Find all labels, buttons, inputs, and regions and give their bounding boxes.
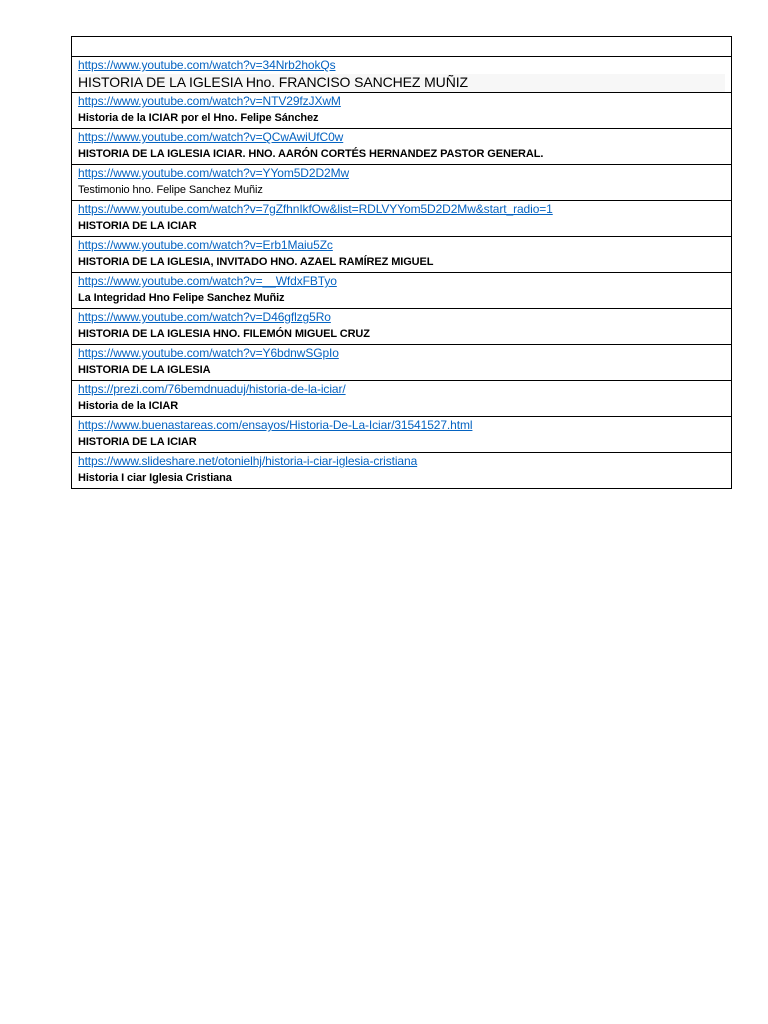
entry-title: La Integridad Hno Felipe Sanchez Muñiz bbox=[78, 292, 285, 304]
entry-title: HISTORIA DE LA ICIAR bbox=[78, 220, 197, 232]
entry-title: Historia I ciar Iglesia Cristiana bbox=[78, 472, 232, 484]
links-table bbox=[71, 36, 732, 489]
web-link[interactable]: https://www.buenastareas.com/ensayos/Historia-De-La-Iciar/31541527.html bbox=[78, 418, 473, 432]
table-row bbox=[72, 129, 731, 165]
entry-title: HISTORIA DE LA ICIAR bbox=[78, 436, 197, 448]
table-row bbox=[72, 201, 731, 237]
entry-title: HISTORIA DE LA IGLESIA bbox=[78, 364, 211, 376]
entry-title: HISTORIA DE LA IGLESIA ICIAR. HNO. AARÓN CORTÉS HERNANDEZ PASTOR GENERAL. bbox=[78, 148, 544, 160]
table-row bbox=[72, 345, 731, 381]
table-row bbox=[72, 309, 731, 345]
video-link[interactable]: https://www.youtube.com/watch?v=NTV29fzJXwM bbox=[78, 94, 341, 108]
video-link[interactable]: https://www.youtube.com/watch?v=YYom5D2D2Mw bbox=[78, 166, 350, 180]
entry-title: Testimonio hno. Felipe Sanchez Muñiz bbox=[78, 184, 263, 196]
table-row bbox=[72, 417, 731, 453]
table-row bbox=[72, 165, 731, 201]
empty-header-row bbox=[72, 37, 731, 57]
table-row bbox=[72, 237, 731, 273]
entry-title: Historia de la ICIAR por el Hno. Felipe Sánchez bbox=[78, 112, 319, 124]
table-row bbox=[72, 93, 731, 129]
entry-title: HISTORIA DE LA IGLESIA, INVITADO HNO. AZAEL RAMÍREZ MIGUEL bbox=[78, 256, 434, 268]
video-link[interactable]: https://www.youtube.com/watch?v=34Nrb2hokQs bbox=[78, 58, 336, 72]
web-link[interactable]: https://prezi.com/76bemdnuaduj/historia-de-la-iciar/ bbox=[78, 382, 346, 396]
entry-title: Historia de la ICIAR bbox=[78, 400, 179, 412]
video-link[interactable]: https://www.youtube.com/watch?v=7gZfhnIkfOw&list=RDLVYYom5D2D2Mw&start_radio=1 bbox=[78, 202, 553, 216]
table-row bbox=[72, 57, 731, 93]
web-link[interactable]: https://www.slideshare.net/otonielhj/historia-i-ciar-iglesia-cristiana bbox=[78, 454, 418, 468]
table-row bbox=[72, 453, 731, 488]
table-row bbox=[72, 381, 731, 417]
video-link[interactable]: https://www.youtube.com/watch?v=__WfdxFBTyo bbox=[78, 274, 337, 288]
entry-title: HISTORIA DE LA IGLESIA HNO. FILEMÓN MIGUEL CRUZ bbox=[78, 328, 370, 340]
entry-title: HISTORIA DE LA IGLESIA Hno. FRANCISO SANCHEZ MUÑIZ bbox=[78, 74, 725, 92]
table-row bbox=[72, 273, 731, 309]
video-link[interactable]: https://www.youtube.com/watch?v=Erb1Maiu5Zc bbox=[78, 238, 333, 252]
video-link[interactable]: https://www.youtube.com/watch?v=Y6bdnwSGpIo bbox=[78, 346, 339, 360]
video-link[interactable]: https://www.youtube.com/watch?v=QCwAwiUfC0w bbox=[78, 130, 344, 144]
video-link[interactable]: https://www.youtube.com/watch?v=D46gflzg5Ro bbox=[78, 310, 331, 324]
